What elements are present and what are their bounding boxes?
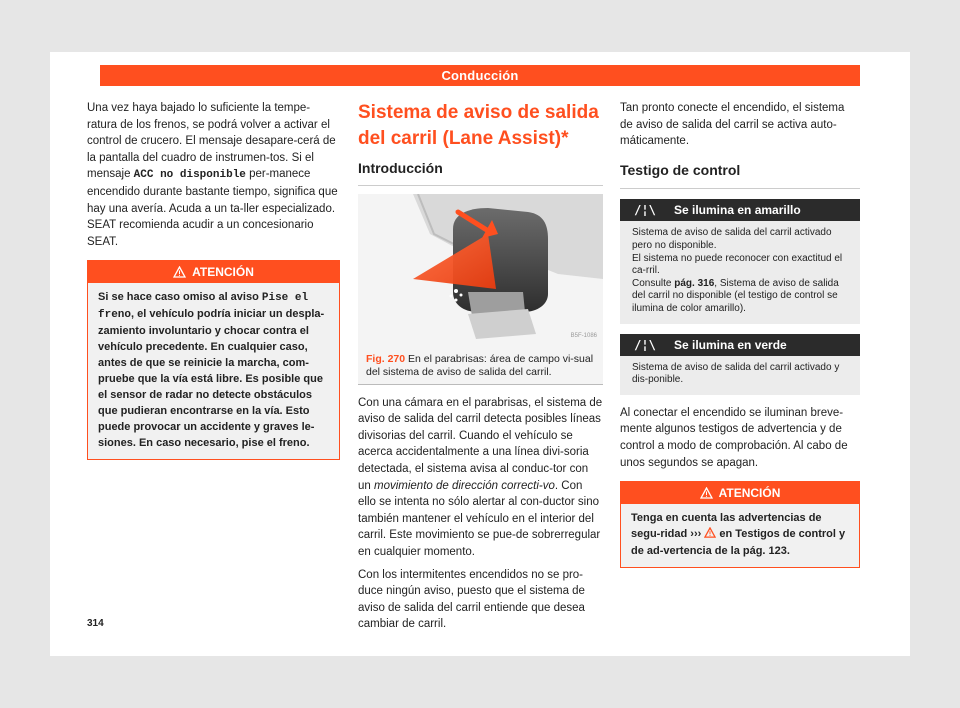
indicator-description: Sistema de aviso de salida del carril activado pero no disponible. El sistema no puede reconocer con exactitud el ca-rril. Consulte pág. 316, Sistema de aviso de salida del carril no disponible (el testigo de control se ilumina de color amarillo). (620, 221, 860, 323)
column-middle (358, 100, 603, 639)
warning-triangle-icon (704, 527, 716, 543)
warning-text: Tenga en cuenta las advertencias de segu-ridad ››› en Testigos de control y de ad-vertencia de la pág. 123. (621, 504, 859, 567)
warning-triangle-icon (173, 263, 186, 285)
warning-triangle-icon (700, 484, 713, 506)
paragraph: Al conectar el encendido se iluminan breve-mente algunos testigos de advertencia y de control a modo de comprobación. Al cabo de unos segundos se apagan. (620, 406, 848, 469)
paragraph: Una vez haya bajado lo suficiente la tempe-ratura de los frenos, se podrá volver a activar el control de crucero. El mensaje desapare-cerá de la pantalla del cuadro de instrumen-tos. Si el mensaje ACC no disponible per-manece encendido durante bastante tiempo, significa que hay una avería. Acuda a un ta-ller especializado. SEAT recomienda acudir a un concesionario SEAT. (87, 102, 338, 248)
warning-box (87, 260, 340, 460)
indicator-description: Sistema de aviso de salida del carril activado y dis-ponible. (620, 356, 860, 395)
paragraph: Tan pronto conecte el encendido, el sistema de aviso de salida del carril se activa auto-máticamente. (620, 102, 845, 148)
warning-box (620, 481, 860, 568)
warning-text: Si se hace caso omiso al aviso Pise el freno, el vehículo podría iniciar un despla-zamiento involuntario y chocar contra el vehículo precedente. En cualquier caso, antes de que se reinicie la marcha, com-pruebe que la vía está libre. Es posible que el sensor de radar no detecte obstáculos que pudieran encontrarse en la vía. Esto puede provocar un accidente y graves le-siones. En caso necesario, pise el freno. (88, 283, 339, 459)
indicator-header: /¦\ Se ilumina en verde (620, 334, 860, 356)
column-left (87, 100, 340, 460)
warning-header: ATENCIÓN (88, 261, 339, 283)
figure-caption: Fig. 270 En el parabrisas: área de campo vi-sual del sistema de aviso de salida del carril. (358, 349, 603, 385)
paragraph: Con los intermitentes encendidos no se pro-duce ningún aviso, puesto que el sistema de aviso de salida del carril entiende que desea cambiar de carril. (358, 568, 585, 631)
chapter-header: Conducción (100, 65, 860, 86)
subsection-title: Introducción (358, 160, 603, 186)
paragraph: Con una cámara en el parabrisas, el sistema de aviso de salida del carril detecta posibles líneas divisorias del carril. Cuando el vehículo se acerca accidentalmente a una línea divi-soria detectada, el sistema avisa al conduc-tor con un movimiento de dirección correcti-vo. Con ello se intenta no sólo alertar al con-ductor sino también mantener el vehículo en el interior del carril. Este movimiento se pue-de sobrerregular en cualquier momento. (358, 396, 603, 558)
indicator-header: /¦\ Se ilumina en amarillo (620, 199, 860, 221)
display-message: ACC no disponible (133, 169, 246, 182)
page-reference: pág. 316 (674, 277, 715, 289)
warning-header: ATENCIÓN (621, 482, 859, 504)
lane-assist-icon: /¦\ (634, 337, 656, 352)
column-right (620, 100, 860, 568)
section-title: Sistema de aviso de salida del carril (Lane Assist)* (358, 102, 599, 149)
figure-code: B5F-1086 (570, 333, 597, 339)
lane-assist-icon: /¦\ (634, 203, 656, 218)
windshield-camera-figure (358, 194, 603, 349)
page-number: 314 (87, 618, 104, 629)
subsection-title: Testigo de control (620, 162, 860, 190)
